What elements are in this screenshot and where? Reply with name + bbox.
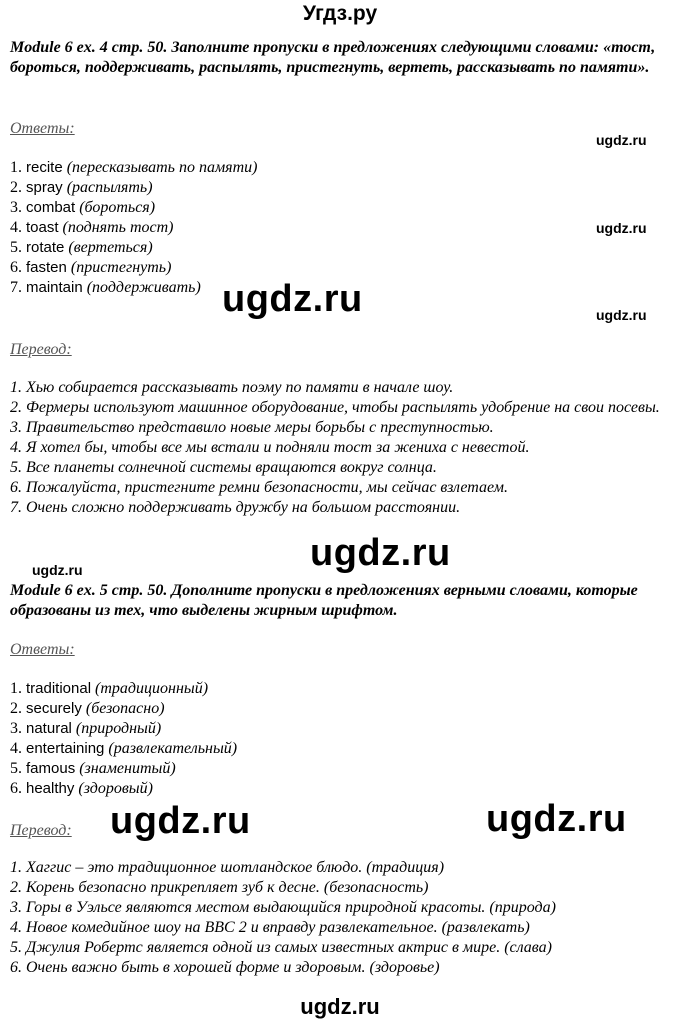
translation-list-ex4 xyxy=(10,378,670,518)
translation-sentence: 5. Все планеты солнечной системы вращаются вокруг солнца. xyxy=(10,459,437,476)
translation-sentence: 4. Я хотел бы, чтобы все мы встали и подняли тост за жениха с невестой. xyxy=(10,439,530,456)
answer-number: 6. xyxy=(10,780,22,797)
answers-list-ex4 xyxy=(10,158,257,298)
watermark-large: ugdz.ru xyxy=(222,278,363,320)
translation-sentence: 1. Хью собирается рассказывать поэму по памяти в начале шоу. xyxy=(10,379,454,396)
watermark-small: ugdz.ru xyxy=(596,220,647,236)
answer-word: natural xyxy=(26,720,72,737)
answer-item xyxy=(10,779,237,799)
answers-list-ex5 xyxy=(10,679,237,799)
answer-translation: (традиционный) xyxy=(95,680,209,697)
answer-item xyxy=(10,699,237,719)
answer-number: 1. xyxy=(10,159,22,176)
answer-translation: (природный) xyxy=(75,720,162,737)
answer-translation: (здоровый) xyxy=(78,780,153,797)
answer-translation: (вертеться) xyxy=(68,239,153,256)
translation-sentence: 4. Новое комедийное шоу на BBC 2 и вправду развлекательное. (развлекать) xyxy=(10,919,530,936)
answer-item xyxy=(10,258,257,278)
task-heading-ex4: Module 6 ex. 4 стр. 50. Заполните пропуски в предложениях следующими словами: «тост, бороться, поддерживать, распылять, пристегнуть, вертеть, рассказывать по памяти». xyxy=(10,39,656,76)
answer-number: 3. xyxy=(10,199,22,216)
answer-number: 6. xyxy=(10,259,22,276)
translation-sentence: 6. Пожалуйста, пристегните ремни безопасности, мы сейчас взлетаем. xyxy=(10,479,508,496)
answer-word: recite xyxy=(26,159,63,176)
answer-translation: (безопасно) xyxy=(85,700,165,717)
watermark-small: ugdz.ru xyxy=(32,562,83,578)
answer-number: 4. xyxy=(10,740,22,757)
answer-number: 5. xyxy=(10,239,22,256)
answer-word: fasten xyxy=(26,259,67,276)
answer-word: traditional xyxy=(26,680,92,697)
translation-sentence: 3. Горы в Уэльсе являются местом выдающийся природной красоты. (природа) xyxy=(10,899,556,916)
answer-word: toast xyxy=(26,219,59,236)
translation-list-ex5 xyxy=(10,858,670,978)
watermark-small: ugdz.ru xyxy=(596,307,647,323)
answer-item xyxy=(10,218,257,238)
answer-word: entertaining xyxy=(26,740,105,757)
translation-sentence: 2. Фермеры используют машинное оборудование, чтобы распылять удобрение на свои посевы. xyxy=(10,399,660,416)
translation-label-ex5: Перевод: xyxy=(10,822,72,839)
answer-word: healthy xyxy=(26,780,75,797)
answer-number: 1. xyxy=(10,680,22,697)
answer-translation: (бороться) xyxy=(79,199,156,216)
answer-translation: (пристегнуть) xyxy=(70,259,172,276)
answer-translation: (поднять тост) xyxy=(62,219,174,236)
answer-item xyxy=(10,759,237,779)
answer-item xyxy=(10,238,257,258)
watermark-small: ugdz.ru xyxy=(596,132,647,148)
answer-item xyxy=(10,278,257,298)
answer-number: 2. xyxy=(10,700,22,717)
answer-word: combat xyxy=(26,199,76,216)
site-title: Угдз.ру xyxy=(302,2,378,25)
footer-watermark: ugdz.ru xyxy=(300,994,380,1019)
answer-translation: (распылять) xyxy=(66,179,153,196)
translation-label-ex4: Перевод: xyxy=(10,341,72,358)
answer-translation: (знаменитый) xyxy=(79,760,176,777)
translation-sentence: 5. Джулия Робертс является одной из самых известных актрис в мире. (слава) xyxy=(10,939,552,956)
answer-item xyxy=(10,178,257,198)
answer-word: maintain xyxy=(26,279,83,296)
answer-number: 5. xyxy=(10,760,22,777)
answer-number: 4. xyxy=(10,219,22,236)
translation-sentence: 2. Корень безопасно прикрепляет зуб к десне. (безопасность) xyxy=(10,879,429,896)
translation-sentence: 6. Очень важно быть в хорошей форме и здоровым. (здоровье) xyxy=(10,959,440,976)
answer-item xyxy=(10,679,237,699)
answer-number: 3. xyxy=(10,720,22,737)
watermark-large: ugdz.ru xyxy=(110,800,251,842)
answer-number: 2. xyxy=(10,179,22,196)
translation-sentence: 1. Хаггис – это традиционное шотландское блюдо. (традиция) xyxy=(10,859,445,876)
translation-sentence: 7. Очень сложно поддерживать дружбу на большом расстоянии. xyxy=(10,499,461,516)
answer-word: famous xyxy=(26,760,76,777)
answer-word: securely xyxy=(26,700,82,717)
answer-item xyxy=(10,739,237,759)
watermark-large: ugdz.ru xyxy=(310,532,451,574)
answer-translation: (пересказывать по памяти) xyxy=(66,159,258,176)
task-heading-ex5: Module 6 ex. 5 стр. 50. Дополните пропуски в предложениях верными словами, которые образованы из тех, что выделены жирным шрифтом. xyxy=(10,582,638,619)
answers-label-ex4: Ответы: xyxy=(10,120,75,137)
translation-sentence: 3. Правительство представило новые меры борьбы с преступностью. xyxy=(10,419,494,436)
answer-item xyxy=(10,158,257,178)
answer-word: rotate xyxy=(26,239,65,256)
answer-item xyxy=(10,719,237,739)
answer-translation: (поддерживать) xyxy=(86,279,201,296)
watermark-large: ugdz.ru xyxy=(486,798,627,840)
answer-translation: (развлекательный) xyxy=(108,740,238,757)
answer-number: 7. xyxy=(10,279,22,296)
answer-word: spray xyxy=(26,179,63,196)
answers-label-ex5: Ответы: xyxy=(10,641,75,658)
answer-item xyxy=(10,198,257,218)
